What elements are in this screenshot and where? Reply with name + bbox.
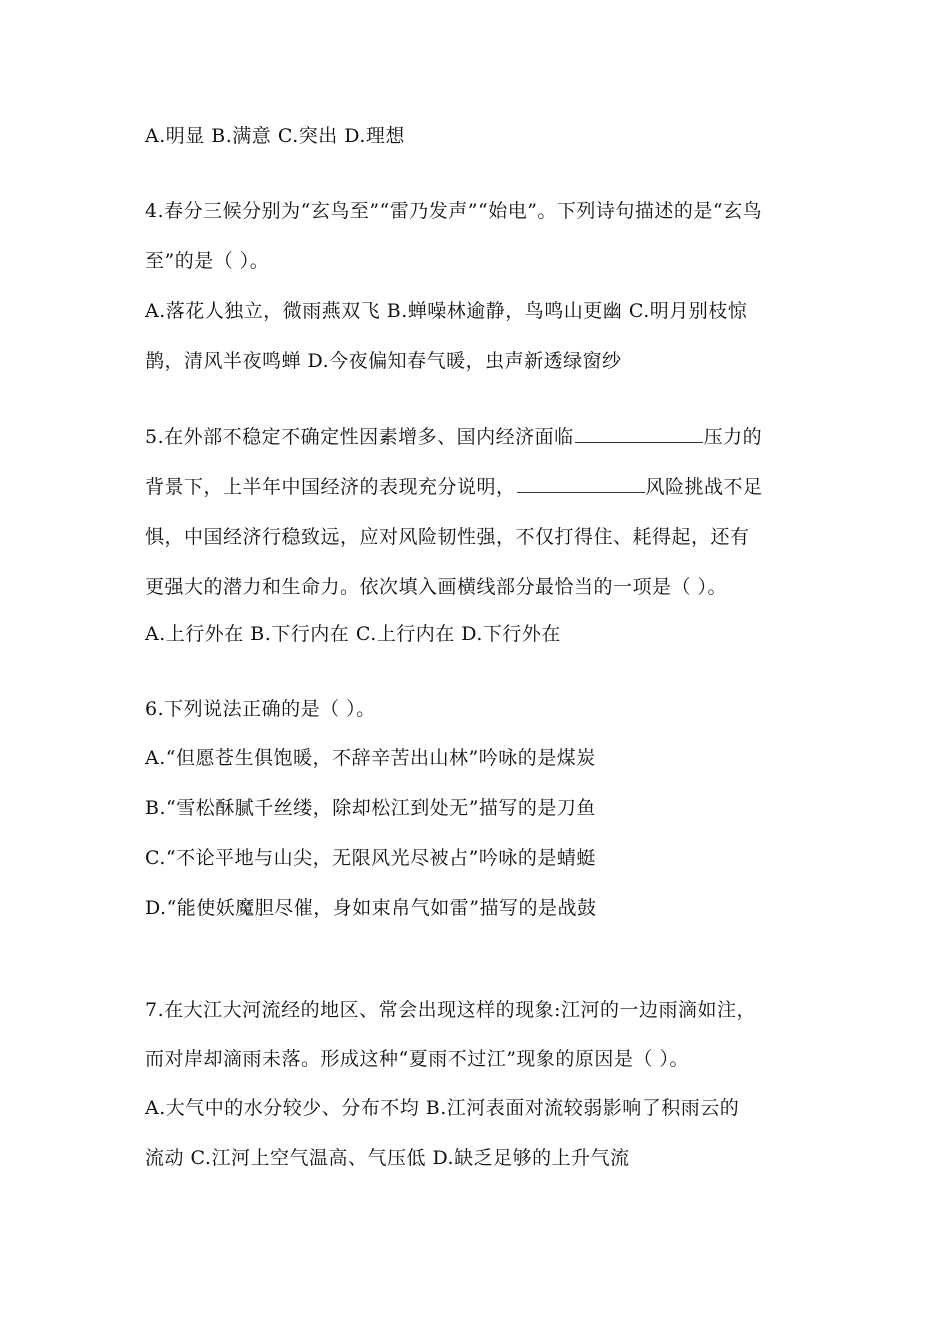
- q4-options-line2: 鹊，清风半夜鸣蝉 D.今夜偏知春气暖，虫声新透绿窗纱: [145, 350, 622, 372]
- answer-blank: [575, 424, 703, 443]
- q5-options: A.上行外在 B.下行内在 C.上行内在 D.下行外在: [145, 623, 561, 645]
- q5-stem-line4: 更强大的潜力和生命力。依次填入画横线部分最恰当的一项是（ ）。: [145, 576, 728, 598]
- q4-stem-line1: 4.春分三候分别为“玄鸟至”“雷乃发声”“始电”。下列诗句描述的是“玄鸟: [145, 200, 763, 222]
- q5-stem-line2-text: 背景下，上半年中国经济的表现充分说明，: [145, 476, 516, 498]
- q7-stem-line1: 7.在大江大河流经的地区、常会出现这样的现象:江河的一边雨滴如注，: [145, 999, 757, 1021]
- q5-stem-line1: [145, 424, 762, 450]
- q5-stem-line2: [145, 474, 763, 500]
- answer-blank: [517, 474, 645, 493]
- q6-option-b: B.“雪松酥腻千丝缕，除却松江到处无”描写的是刀鱼: [145, 797, 596, 819]
- q7-stem-line2: 而对岸却滴雨未落。形成这种“夏雨不过江”现象的原因是（ ）。: [145, 1048, 689, 1070]
- q7-options-line2: 流动 C.江河上空气温高、气压低 D.缺乏足够的上升气流: [145, 1147, 630, 1169]
- q6-option-d: D.“能使妖魔胆尽催，身如束帛气如雷”描写的是战鼓: [145, 897, 597, 919]
- q6-stem: 6.下列说法正确的是（ ）。: [145, 698, 376, 720]
- q5-stem-line1-text: 5.在外部不稳定不确定性因素增多、国内经济面临: [145, 426, 574, 448]
- q5-stem-line2-tail: 风险挑战不足: [645, 476, 763, 498]
- q6-option-a: A.“但愿苍生俱饱暖，不辞辛苦出山林”吟咏的是煤炭: [145, 747, 596, 769]
- q5-stem-line3: 惧，中国经济行稳致远，应对风险韧性强，不仅打得住、耗得起，还有: [145, 526, 750, 548]
- q4-options-line1: A.落花人独立，微雨燕双飞 B.蝉噪林逾静，鸟鸣山更幽 C.明月别枝惊: [145, 300, 748, 322]
- q5-stem-line1-tail: 压力的: [703, 426, 763, 448]
- q6-option-c: C.“不论平地与山尖，无限风光尽被占”吟咏的是蜻蜓: [145, 847, 596, 869]
- q7-options-line1: A.大气中的水分较少、分布不均 B.江河表面对流较弱影响了积雨云的: [145, 1097, 740, 1119]
- q4-stem-line2: 至”的是（ ）。: [145, 250, 270, 272]
- q3-options: A.明显 B.满意 C.突出 D.理想: [145, 125, 405, 147]
